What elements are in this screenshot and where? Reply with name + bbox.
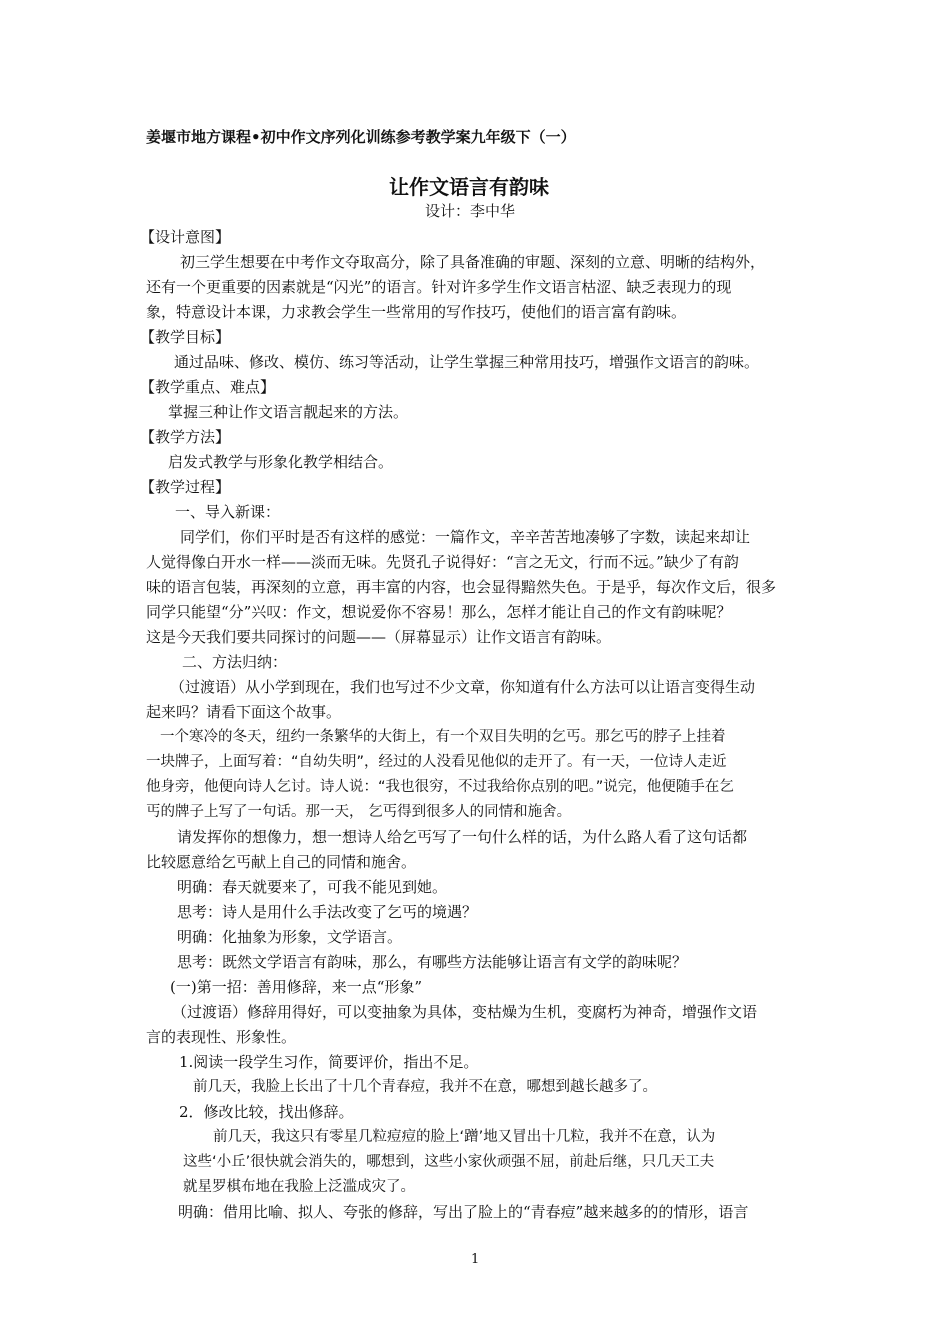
document-header: 姜堰市地方课程•初中作文序列化训练参考教学案九年级下（一） xyxy=(146,128,576,146)
example-line: 前几天，我这只有零星几粒痘痘的脸上‘蹭’地又冒出十几粒，我并不在意，认为 xyxy=(213,1129,716,1145)
paragraph-line: 启发式教学与形象化教学相结合。 xyxy=(168,453,394,471)
paragraph-line: 明确：化抽象为形象，文学语言。 xyxy=(177,928,403,946)
paragraph-line: 比较愿意给乞丐献上自己的同情和施舍。 xyxy=(146,853,417,871)
paragraph-line: 象，特意设计本课，力求教会学生一些常用的写作技巧，使他们的语言富有韵味。 xyxy=(146,303,687,321)
section-heading: 【教学过程】 xyxy=(140,478,231,496)
document-title: 让作文语言有韵味 xyxy=(389,175,549,199)
story-line: 一个寒冷的冬天，纽约一条繁华的大街上，有一个双目失明的乞丐。那乞丐的脖子上挂着 xyxy=(160,729,726,745)
subsection-heading: 一、导入新课： xyxy=(175,503,281,521)
story-line: 丐的牌子上写了一句话。那一天， 乞丐得到很多人的同情和施舍。 xyxy=(146,804,572,820)
paragraph-line: 同学只能望“分”兴叹：作文，想说爱你不容易！那么，怎样才能让自己的作文有韵味呢？ xyxy=(146,603,732,621)
subsection-heading: 二、方法归纳： xyxy=(182,653,288,671)
paragraph-line: 掌握三种让作文语言靓起来的方法。 xyxy=(168,403,409,421)
paragraph-line: 这是今天我们要共同探讨的问题——（屏幕显示）让作文语言有韵味。 xyxy=(146,628,612,646)
paragraph-line: 明确：借用比喻、拟人、夸张的修辞，写出了脸上的“青春痘”越来越多的的情形，语言 xyxy=(178,1203,749,1221)
example-line: 前几天，我脸上长出了十几个青春痘，我并不在意，哪想到越长越多了。 xyxy=(193,1079,657,1095)
example-line: 这些‘小丘’很快就会消失的，哪想到，这些小家伙顽强不屈，前赴后继，只几天工夫 xyxy=(183,1154,715,1170)
paragraph-line: 味的语言包装，再深刻的立意，再丰富的内容，也会显得黯然失色。于是乎，每次作文后，很多 xyxy=(146,578,777,596)
paragraph-line: 起来吗？请看下面这个故事。 xyxy=(146,703,342,721)
paragraph-line: 通过品味、修改、模仿、练习等活动，让学生掌握三种常用技巧，增强作文语言的韵味。 xyxy=(174,353,760,371)
example-line: 就星罗棋布地在我脸上泛滥成灾了。 xyxy=(183,1179,415,1195)
paragraph-line: 初三学生想要在中考作文夺取高分，除了具备准确的审题、深刻的立意、明晰的结构外， xyxy=(180,253,766,271)
paragraph-line: 明确：春天就要来了，可我不能见到她。 xyxy=(177,878,448,896)
paragraph-line: 同学们，你们平时是否有这样的感觉：一篇作文，辛辛苦苦地凑够了字数，读起来却让 xyxy=(180,528,751,546)
paragraph-line: 请发挥你的想像力，想一想诗人给乞丐写了一句什么样的话，为什么路人看了这句话都 xyxy=(177,828,748,846)
subsection-heading: (一)第一招：善用修辞，来一点“形象” xyxy=(170,978,423,996)
section-heading: 【教学方法】 xyxy=(140,428,231,446)
section-heading: 【设计意图】 xyxy=(140,228,231,246)
paragraph-line: 思考：既然文学语言有韵味，那么，有哪些方法能够让语言有文学的韵味呢？ xyxy=(177,953,688,971)
section-heading: 【教学重点、难点】 xyxy=(140,378,276,396)
paragraph-line: （过渡语）修辞用得好，可以变抽象为具体，变枯燥为生机，变腐朽为神奇，增强作文语 xyxy=(172,1003,758,1021)
paragraph-line: （过渡语）从小学到现在，我们也写过不少文章，你知道有什么方法可以让语言变得生动 xyxy=(170,678,756,696)
paragraph-line: 1.阅读一段学生习作，简要评价，指出不足。 xyxy=(179,1053,479,1071)
page-number: 1 xyxy=(471,1252,480,1267)
paragraph-line: 2．修改比较，找出修辞。 xyxy=(179,1103,354,1121)
section-heading: 【教学目标】 xyxy=(140,328,231,346)
story-line: 他身旁，他便向诗人乞讨。诗人说：“我也很穷，不过我给你点别的吧。”说完，他便随手在乞 xyxy=(146,779,734,795)
paragraph-line: 言的表现性、形象性。 xyxy=(146,1028,297,1046)
paragraph-line: 思考：诗人是用什么手法改变了乞丐的境遇？ xyxy=(177,903,478,921)
paragraph-line: 人觉得像白开水一样——淡而无味。先贤孔子说得好：“言之无文，行而不远。”缺少了有韵 xyxy=(146,553,739,571)
paragraph-line: 还有一个更重要的因素就是“闪光”的语言。针对许多学生作文语言枯涩、缺乏表现力的现 xyxy=(146,278,732,296)
author-line: 设计：李中华 xyxy=(425,202,516,220)
story-line: 一块牌子，上面写着：“自幼失明”，经过的人没看见他似的走开了。有一天，一位诗人走近 xyxy=(146,754,727,770)
